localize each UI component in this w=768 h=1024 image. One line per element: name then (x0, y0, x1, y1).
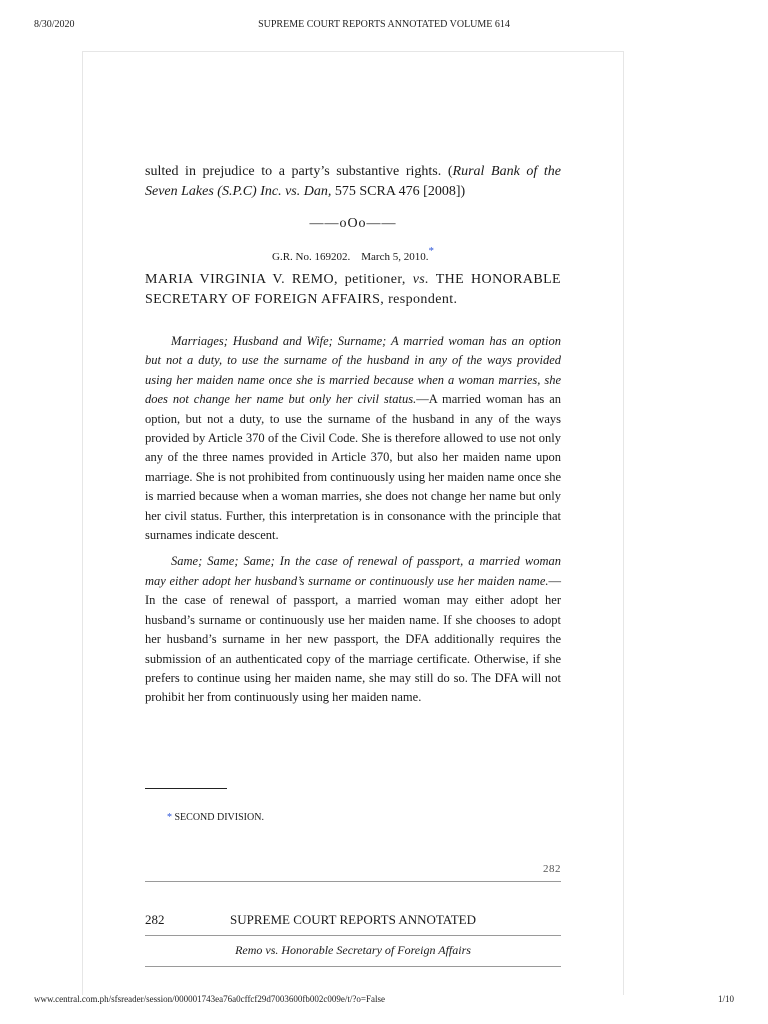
syllabus-paragraph (145, 332, 561, 545)
page-break-rule (145, 881, 561, 882)
gr-number: G.R. No. 169202. (272, 251, 351, 263)
case-title-rule (145, 966, 561, 967)
case-parties (145, 270, 561, 310)
syllabus-headnote: Same; Same; Same; In the case of renewal of passport, a married woman may either adopt her husband’s surname or continuously use her maiden name. (145, 554, 561, 588)
respondent-name: THE HONORABLE SECRETARY OF FOREIGN AFFAIRS, (145, 272, 561, 307)
footnote-link[interactable]: * (428, 245, 434, 257)
syllabus (145, 332, 561, 715)
running-case-title: Remo vs. Honorable Secretary of Foreign Affairs (235, 943, 471, 957)
print-document-title: SUPREME COURT REPORTS ANNOTATED VOLUME 614 (258, 19, 510, 30)
footnote-mark: * (167, 812, 172, 823)
citation: Rural Bank of the Seven Lakes (S.P.C) Inc. vs. Dan, (145, 164, 561, 199)
running-head-title: SUPREME COURT REPORTS ANNOTATED (230, 912, 476, 927)
continued-text: sulted in prejudice to a party’s substantive rights. ( (145, 164, 453, 179)
case-number-line (145, 245, 561, 263)
decision-date: March 5, 2010. (361, 251, 429, 263)
versus: vs. (412, 272, 430, 287)
petitioner-role: petitioner, (337, 272, 413, 287)
syllabus-text: —In the case of renewal of passport, a married woman may either adopt her husband’s surname or continuously use her maiden name. If she chooses to adopt her husband’s surname in her new passport, the DFA additionally requires the submission of an authenticated copy of the marriage certificate. Otherwise, if she prefers to continue using her maiden name, she may still do so. The DFA will not prohibit her from continuously using her maiden name. (145, 573, 561, 705)
syllabus-headnote: Marriages; Husband and Wife; Surname; A married woman has an option but not a duty, to use the surname of the husband in any of the ways provided using her maiden name once she is married because when a woman marries, she does not change her name but only her civil status. (145, 334, 561, 407)
syllabus-paragraph (145, 552, 561, 707)
document-page (82, 51, 624, 995)
footnote (167, 812, 583, 823)
petitioner-name: MARIA VIRGINIA V. REMO, (145, 272, 338, 287)
print-date: 8/30/2020 (34, 19, 75, 30)
running-head-page-number: 282 (145, 912, 165, 927)
print-page-count: 1/10 (717, 994, 734, 1004)
print-url: www.central.com.ph/sfsreader/session/000001743ea76a0cffcf29d7003600fb002c009e/t/?o=False (34, 994, 385, 1004)
browser-print-footer (0, 994, 768, 1014)
footnote-divider (145, 788, 227, 789)
citation-reference: 575 SCRA 476 [2008]) (331, 184, 466, 199)
running-head-rule (145, 935, 561, 936)
respondent-role: respondent. (384, 292, 458, 307)
section-separator: ——oOo—— (309, 216, 397, 231)
syllabus-text: —A married woman has an option, but not a duty, to use the surname of the husband in any of the ways provided by Article 370 of the Civil Code. She is therefore allowed to use not only any of the three names provided in Article 370, but also her maiden name upon marriage. She is not prohibited from continuously using her maiden name once she is married because when a woman marries, she does not change her name but only her civil status. Further, this interpretation is in consonance with the principle that surnames indicate descent. (145, 392, 561, 543)
continued-paragraph (145, 162, 561, 202)
page-number: 282 (543, 863, 561, 875)
running-head (145, 912, 561, 928)
footnote-text: SECOND DIVISION. (174, 812, 264, 823)
browser-print-header (0, 0, 768, 40)
